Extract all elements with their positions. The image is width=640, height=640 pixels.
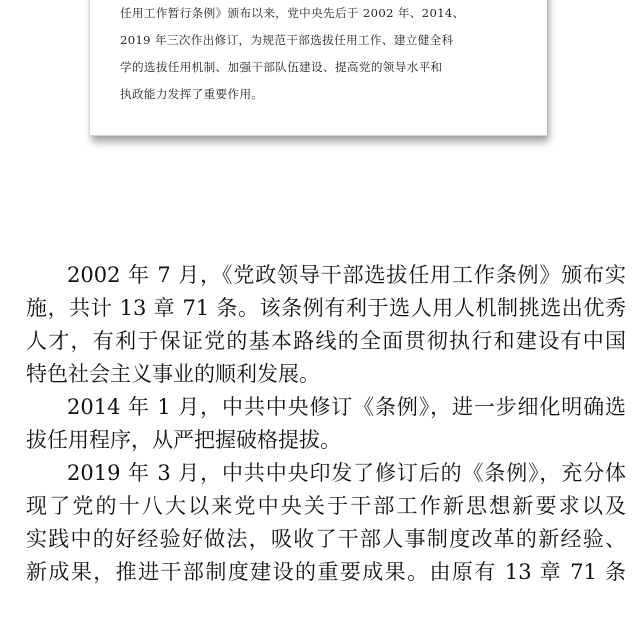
quote-line: 任用工作暂行条例》颁布以来，党中央先后于 2002 年、2014、 — [120, 6, 465, 20]
paragraph-line: 施，共计 13 章 71 条。该条例有利于选人用人机制挑选出优秀 — [26, 296, 626, 320]
paragraph-line: 新成果，推进干部制度建设的重要成果。由原有 13 章 71 条 — [26, 560, 626, 584]
article-body — [26, 259, 626, 589]
paragraph-line: 特色社会主义事业的顺利发展。 — [26, 362, 320, 386]
quote-line: 执政能力发挥了重要作用。 — [120, 87, 264, 101]
paragraph-line: 2014 年 1 月，中共中央修订《条例》，进一步细化明确选 — [67, 395, 626, 419]
quote-text-block — [120, 0, 530, 108]
paragraph-line: 2002 年 7 月，《党政领导干部选拔任用工作条例》颁布实 — [67, 263, 626, 287]
paragraph-line: 拔任用程序，从严把握破格提拔。 — [26, 428, 341, 452]
paragraph-line: 人才，有利于保证党的基本路线的全面贯彻执行和建设有中国 — [26, 329, 626, 353]
quote-line: 学的选拔任用机制、加强干部队伍建设、提高党的领导水平和 — [120, 60, 443, 74]
paragraph-line: 现了党的十八大以来党中央关于干部工作新思想新要求以及 — [26, 494, 626, 518]
paragraph-line: 2019 年 3 月，中共中央印发了修订后的《条例》，充分体 — [67, 461, 626, 485]
quote-line: 2019 年三次作出修订，为规范干部选拔任用工作、建立健全科 — [120, 33, 454, 47]
paragraph-line: 实践中的好经验好做法，吸收了干部人事制度改革的新经验、 — [26, 527, 626, 551]
